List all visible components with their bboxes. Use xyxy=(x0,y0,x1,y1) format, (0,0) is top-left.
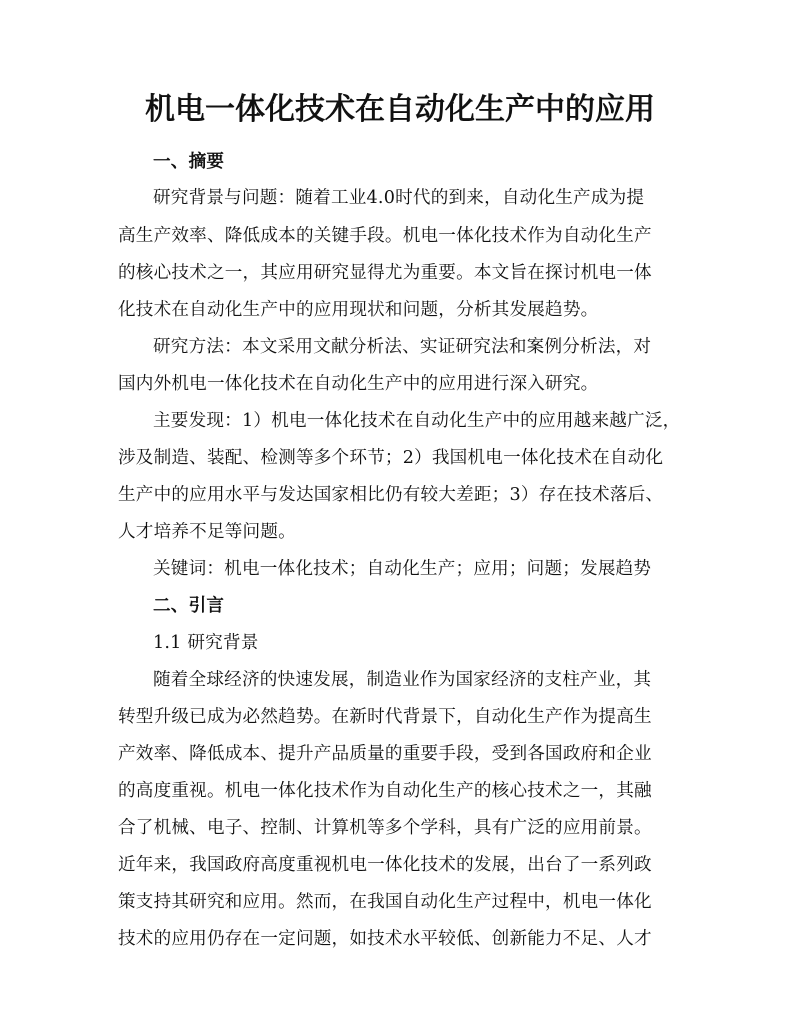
background-line: 的高度重视。机电一体化技术作为自动化生产的核心技术之一，其融 xyxy=(118,781,652,801)
background-line: 近年来，我国政府高度重视机电一体化技术的发展，出台了一系列政 xyxy=(118,855,652,875)
document-title: 机电一体化技术在自动化生产中的应用 xyxy=(145,92,655,127)
findings-line: 人才培养不足等问题。 xyxy=(118,522,296,542)
findings-line: 生产中的应用水平与发达国家相比仍有较大差距；3）存在技术落后、 xyxy=(118,485,664,505)
section-heading-abstract: 一、摘要 xyxy=(153,152,225,172)
abstract-line: 高生产效率、降低成本的关键手段。机电一体化技术作为自动化生产 xyxy=(118,226,652,246)
background-line: 技术的应用仍存在一定问题，如技术水平较低、创新能力不足、人才 xyxy=(118,929,652,949)
background-line: 产效率、降低成本、提升产品质量的重要手段，受到各国政府和企业 xyxy=(118,744,652,764)
method-line: 国内外机电一体化技术在自动化生产中的应用进行深入研究。 xyxy=(118,374,599,394)
section-heading-introduction: 二、引言 xyxy=(153,596,225,616)
background-line: 合了机械、电子、控制、计算机等多个学科，具有广泛的应用前景。 xyxy=(118,818,652,838)
findings-line: 涉及制造、装配、检测等多个环节；2）我国机电一体化技术在自动化 xyxy=(118,448,664,468)
findings-line: 主要发现：1）机电一体化技术在自动化生产中的应用越来越广泛， xyxy=(153,411,681,431)
abstract-line: 研究背景与问题：随着工业4.0时代的到来，自动化生产成为提 xyxy=(153,188,645,208)
keywords-line: 关键词：机电一体化技术；自动化生产；应用；问题；发展趋势 xyxy=(153,559,652,579)
method-line: 研究方法：本文采用文献分析法、实证研究法和案例分析法，对 xyxy=(153,337,652,357)
background-line: 转型升级已成为必然趋势。在新时代背景下，自动化生产作为提高生 xyxy=(118,707,652,727)
abstract-line: 化技术在自动化生产中的应用现状和问题，分析其发展趋势。 xyxy=(118,300,599,320)
background-line: 随着全球经济的快速发展，制造业作为国家经济的支柱产业，其 xyxy=(153,670,652,690)
background-line: 策支持其研究和应用。然而，在我国自动化生产过程中，机电一体化 xyxy=(118,892,652,912)
abstract-line: 的核心技术之一，其应用研究显得尤为重要。本文旨在探讨机电一体 xyxy=(118,263,652,283)
subsection-heading-background: 1.1 研究背景 xyxy=(153,633,259,653)
